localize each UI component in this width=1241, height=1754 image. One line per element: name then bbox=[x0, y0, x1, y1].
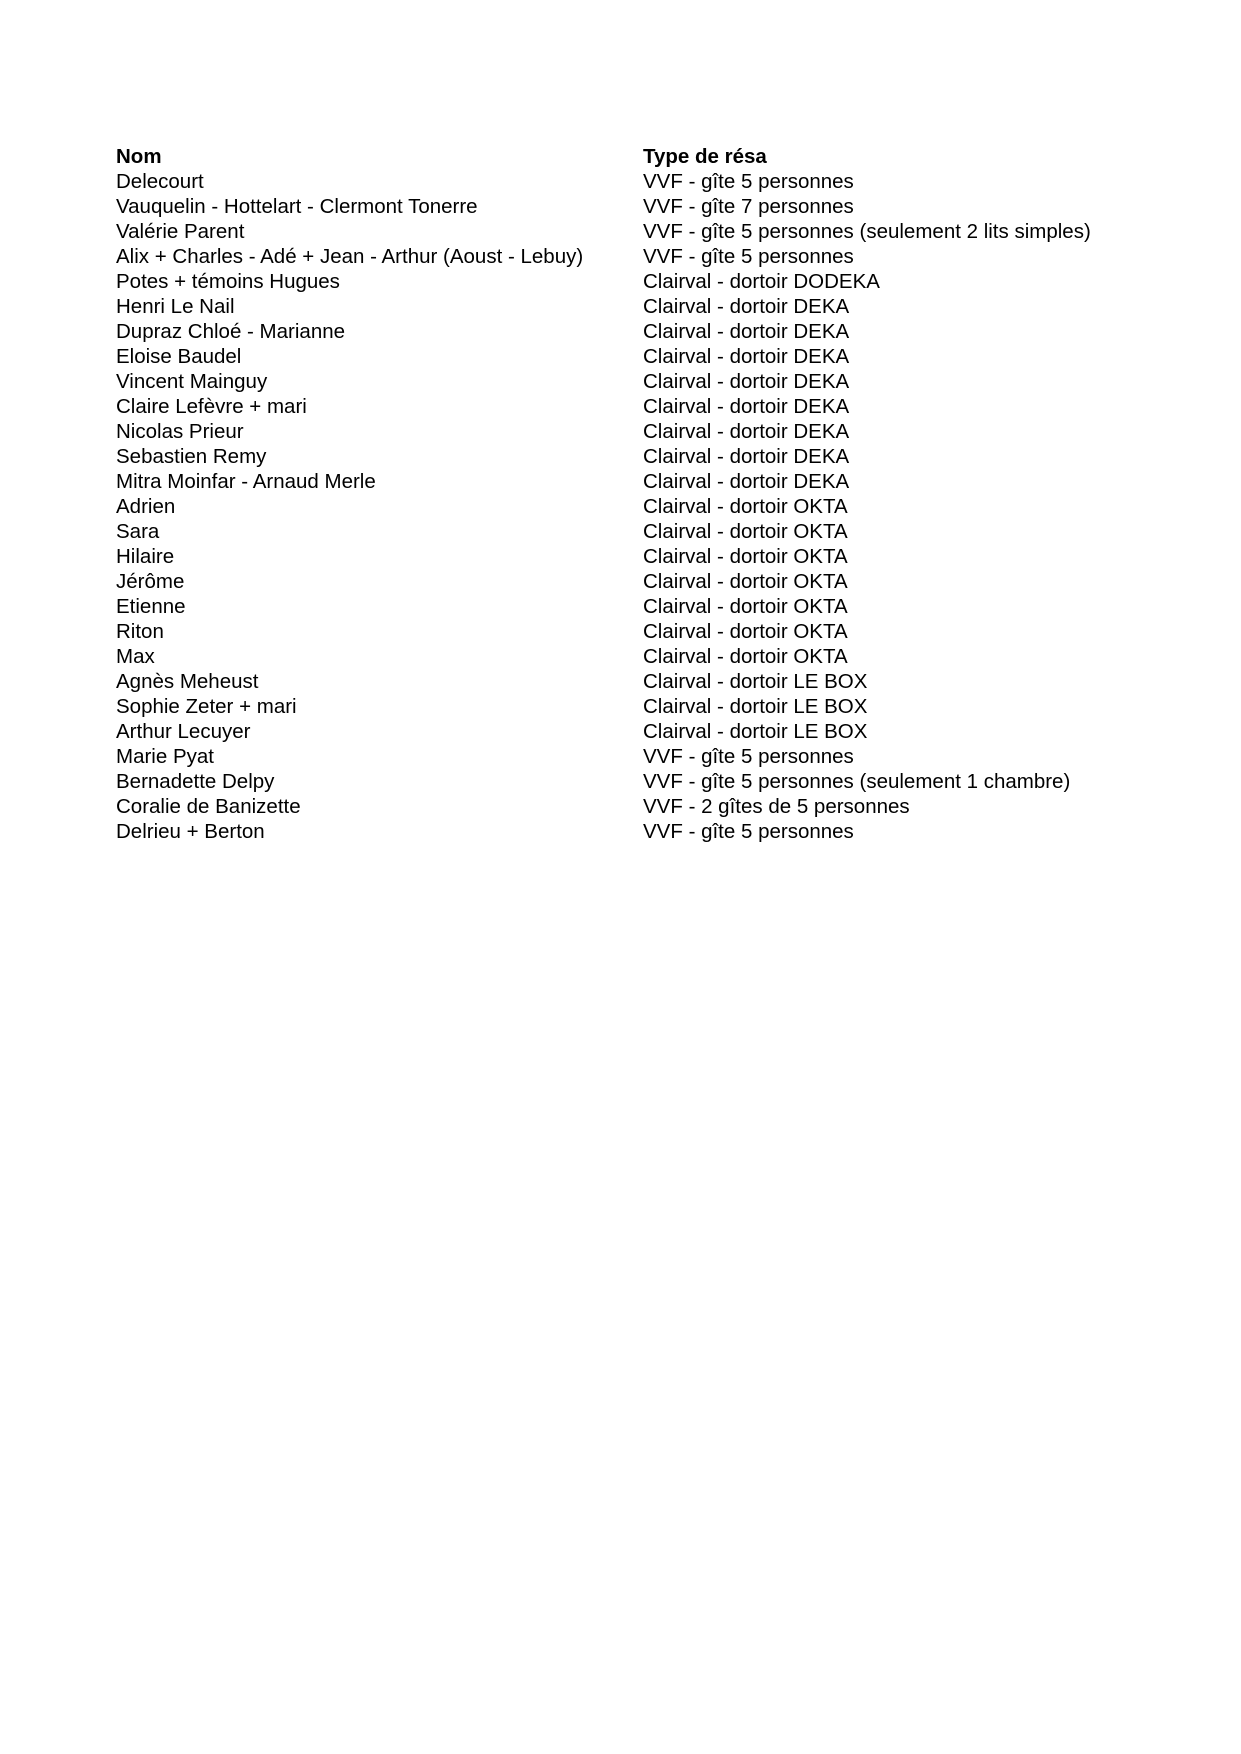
cell-type: Clairval - dortoir DEKA bbox=[643, 395, 850, 418]
table-row bbox=[116, 294, 1126, 319]
table-row bbox=[116, 669, 1126, 694]
header-type: Type de résa bbox=[643, 145, 767, 168]
table-row bbox=[116, 519, 1126, 544]
cell-name: Jérôme bbox=[116, 570, 185, 593]
table-row bbox=[116, 544, 1126, 569]
cell-type: VVF - gîte 5 personnes bbox=[643, 820, 854, 843]
cell-type: Clairval - dortoir DEKA bbox=[643, 370, 850, 393]
table-row bbox=[116, 494, 1126, 519]
cell-type: Clairval - dortoir DODEKA bbox=[643, 270, 880, 293]
cell-type: Clairval - dortoir OKTA bbox=[643, 570, 848, 593]
cell-name: Hilaire bbox=[116, 545, 175, 568]
cell-name: Sebastien Remy bbox=[116, 445, 267, 468]
reservation-table bbox=[116, 144, 1126, 844]
cell-type: Clairval - dortoir DEKA bbox=[643, 295, 850, 318]
cell-name: Vincent Mainguy bbox=[116, 370, 268, 393]
table-body bbox=[116, 169, 1126, 844]
cell-name: Vauquelin - Hottelart - Clermont Tonerre bbox=[116, 195, 478, 218]
cell-type: Clairval - dortoir OKTA bbox=[643, 495, 848, 518]
table-row bbox=[116, 369, 1126, 394]
cell-type: Clairval - dortoir DEKA bbox=[643, 320, 850, 343]
table-row bbox=[116, 244, 1126, 269]
table-row bbox=[116, 819, 1126, 844]
table-row bbox=[116, 444, 1126, 469]
cell-type: Clairval - dortoir DEKA bbox=[643, 445, 850, 468]
cell-type: VVF - gîte 7 personnes bbox=[643, 195, 854, 218]
cell-type: VVF - gîte 5 personnes (seulement 2 lits simples) bbox=[643, 220, 1091, 243]
cell-type: VVF - 2 gîtes de 5 personnes bbox=[643, 795, 910, 818]
cell-name: Alix + Charles - Adé + Jean - Arthur (Aoust - Lebuy) bbox=[116, 245, 584, 268]
cell-type: Clairval - dortoir LE BOX bbox=[643, 695, 868, 718]
table-row bbox=[116, 344, 1126, 369]
cell-type: VVF - gîte 5 personnes bbox=[643, 245, 854, 268]
table-row bbox=[116, 769, 1126, 794]
cell-type: Clairval - dortoir LE BOX bbox=[643, 720, 868, 743]
cell-name: Valérie Parent bbox=[116, 220, 245, 243]
cell-name: Delecourt bbox=[116, 170, 204, 193]
cell-type: Clairval - dortoir OKTA bbox=[643, 595, 848, 618]
cell-name: Henri Le Nail bbox=[116, 295, 235, 318]
table-row bbox=[116, 744, 1126, 769]
cell-type: Clairval - dortoir LE BOX bbox=[643, 670, 868, 693]
table-row bbox=[116, 469, 1126, 494]
cell-name: Dupraz Chloé - Marianne bbox=[116, 320, 346, 343]
table-row bbox=[116, 719, 1126, 744]
cell-name: Sara bbox=[116, 520, 160, 543]
cell-name: Agnès Meheust bbox=[116, 670, 259, 693]
cell-type: Clairval - dortoir OKTA bbox=[643, 645, 848, 668]
cell-name: Max bbox=[116, 645, 155, 668]
table-row bbox=[116, 394, 1126, 419]
cell-name: Coralie de Banizette bbox=[116, 795, 301, 818]
cell-type: Clairval - dortoir DEKA bbox=[643, 420, 850, 443]
cell-name: Etienne bbox=[116, 595, 186, 618]
table-row bbox=[116, 619, 1126, 644]
cell-type: Clairval - dortoir OKTA bbox=[643, 620, 848, 643]
cell-name: Nicolas Prieur bbox=[116, 420, 244, 443]
table-row bbox=[116, 644, 1126, 669]
cell-type: Clairval - dortoir DEKA bbox=[643, 470, 850, 493]
cell-name: Adrien bbox=[116, 495, 176, 518]
cell-name: Mitra Moinfar - Arnaud Merle bbox=[116, 470, 376, 493]
header-name: Nom bbox=[116, 145, 162, 168]
table-header-row bbox=[116, 144, 1126, 169]
table-row bbox=[116, 194, 1126, 219]
table-row bbox=[116, 319, 1126, 344]
cell-name: Bernadette Delpy bbox=[116, 770, 275, 793]
table-row bbox=[116, 219, 1126, 244]
table-row bbox=[116, 169, 1126, 194]
table-row bbox=[116, 594, 1126, 619]
cell-type: VVF - gîte 5 personnes bbox=[643, 745, 854, 768]
cell-type: VVF - gîte 5 personnes bbox=[643, 170, 854, 193]
cell-name: Marie Pyat bbox=[116, 745, 214, 768]
cell-name: Arthur Lecuyer bbox=[116, 720, 251, 743]
cell-name: Eloise Baudel bbox=[116, 345, 242, 368]
cell-type: Clairval - dortoir OKTA bbox=[643, 545, 848, 568]
cell-name: Claire Lefèvre + mari bbox=[116, 395, 307, 418]
cell-name: Riton bbox=[116, 620, 164, 643]
cell-name: Potes + témoins Hugues bbox=[116, 270, 340, 293]
table-row bbox=[116, 269, 1126, 294]
cell-name: Sophie Zeter + mari bbox=[116, 695, 297, 718]
table-row bbox=[116, 569, 1126, 594]
table-row bbox=[116, 694, 1126, 719]
cell-type: VVF - gîte 5 personnes (seulement 1 chambre) bbox=[643, 770, 1071, 793]
cell-type: Clairval - dortoir DEKA bbox=[643, 345, 850, 368]
cell-name: Delrieu + Berton bbox=[116, 820, 265, 843]
cell-type: Clairval - dortoir OKTA bbox=[643, 520, 848, 543]
table-row bbox=[116, 794, 1126, 819]
table-row bbox=[116, 419, 1126, 444]
